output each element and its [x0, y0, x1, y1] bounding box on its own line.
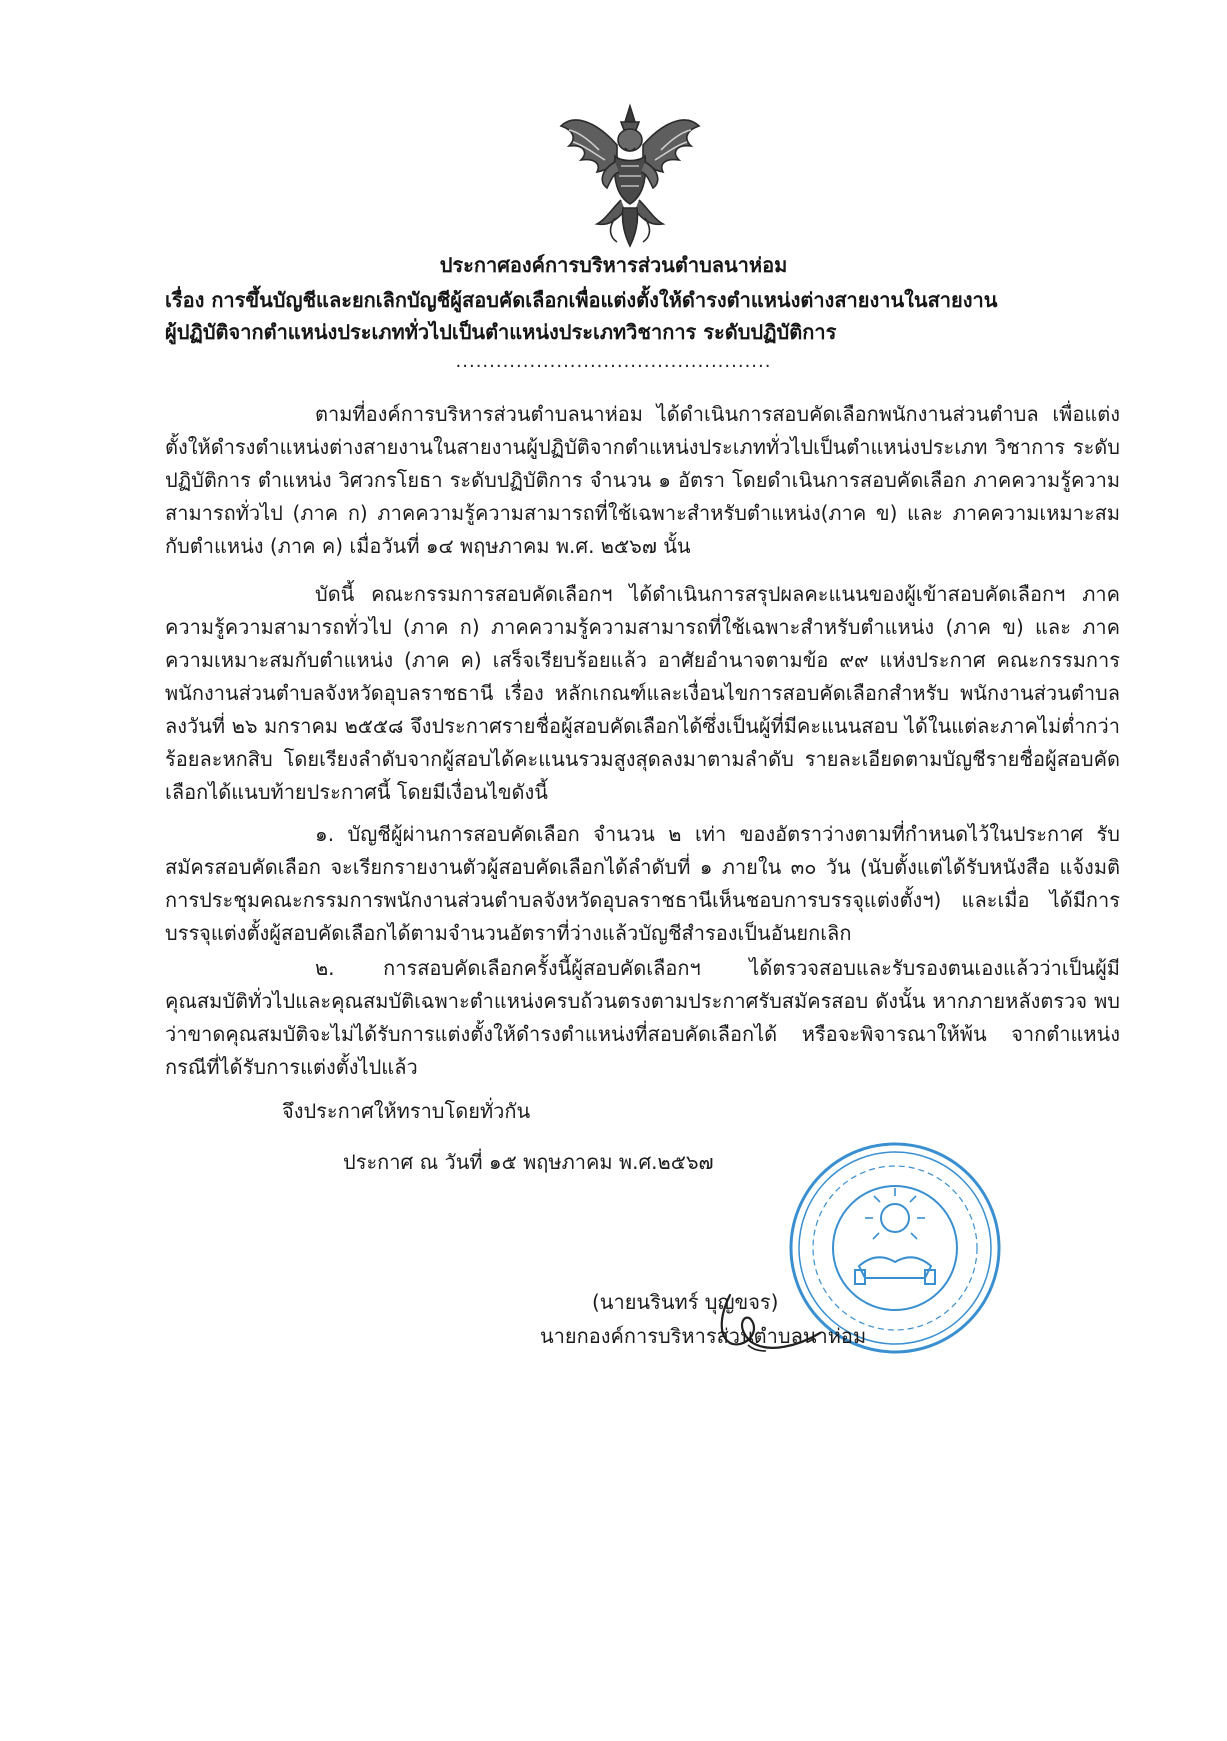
signer-title: นายกองค์การบริหารส่วนตำบลนาห่อม	[540, 1324, 867, 1348]
announcement-title: ประกาศองค์การบริหารส่วนตำบลนาห่อม	[439, 253, 788, 277]
subject-line-1: เรื่อง การขึ้นบัญชีและยกเลิกบัญชีผู้สอบคัดเลือกเพื่อแต่งตั้งให้ดำรงตำแหน่งต่างสายงานในสายงาน	[165, 288, 998, 312]
garuda-emblem-icon	[555, 100, 705, 250]
closing-announce: จึงประกาศให้ทราบโดยทั่วกัน	[282, 1099, 531, 1123]
condition-item-1: ๑. บัญชีผู้ผ่านการสอบคัดเลือก จำนวน ๒ เท่า ของอัตราว่างตามที่กำหนดไว้ในประกาศ รับสมัครสอบคัดเลือก จะเรียกรายงานตัวผู้สอบคัดเลือกได้ลำดับที่ ๑ ภายใน ๓๐ วัน (นับตั้งแต่ได้รับหนังสือ แจ้งมติการประชุมคณะกรรมการพนักงานส่วนตำบลจังหวัดอุบลราชธานีเห็นชอบการบรรจุแต่งตั้งฯ) และเมื่อ ได้มีการบรรจุแต่งตั้งผู้สอบคัดเลือกได้ตามจำนวนอัตราที่ว่างแล้วบัญชีสำรองเป็นอันยกเลิก	[165, 822, 1120, 945]
body-paragraph-1: ตามที่องค์การบริหารส่วนตำบลนาห่อม ได้ดำเนินการสอบคัดเลือกพนักงานส่วนตำบล เพื่อแต่งตั้งให้ดำรงตำแหน่งต่างสายงานในสายงานผู้ปฏิบัติจากตำแหน่งประเภททั่วไปเป็นตำแหน่งประเภท วิชาการ ระดับปฏิบัติการ ตำแหน่ง วิศวกรโยธา ระดับปฏิบัติการ จำนวน ๑ อัตรา โดยดำเนินการสอบคัดเลือก ภาคความรู้ความสามารถทั่วไป (ภาค ก) ภาคความรู้ความสามารถที่ใช้เฉพาะสำหรับตำแหน่ง(ภาค ข) และ ภาคความเหมาะสมกับตำแหน่ง (ภาค ค) เมื่อวันที่ ๑๔ พฤษภาคม พ.ศ. ๒๕๖๗ นั้น	[165, 402, 1120, 558]
announcement-date: ประกาศ ณ วันที่ ๑๕ พฤษภาคม พ.ศ.๒๕๖๗	[343, 1150, 714, 1174]
condition-item-2: ๒. การสอบคัดเลือกครั้งนี้ผู้สอบคัดเลือกฯ ได้ตรวจสอบและรับรองตนเองแล้วว่าเป็นผู้มี คุณสมบัติทั่วไปและคุณสมบัติเฉพาะตำแหน่งครบถ้วนตรงตามประกาศรับสมัครสอบ ดังนั้น หากภายหลังตรวจ พบว่าขาดคุณสมบัติจะไม่ได้รับการแต่งตั้งให้ดำรงตำแหน่งที่สอบคัดเลือกได้ หรือจะพิจารณาให้พ้น จากตำแหน่งกรณีที่ได้รับการแต่งตั้งไปแล้ว	[165, 956, 1120, 1079]
title-separator: ...............................................	[455, 351, 772, 372]
body-paragraph-2: บัดนี้ คณะกรรมการสอบคัดเลือกฯ ได้ดำเนินการสรุปผลคะแนนของผู้เข้าสอบคัดเลือกฯ ภาคความรู้ความสามารถทั่วไป (ภาค ก) ภาคความรู้ความสามารถที่ใช้เฉพาะสำหรับตำแหน่ง (ภาค ข) และ ภาคความเหมาะสมกับตำแหน่ง (ภาค ค) เสร็จเรียบร้อยแล้ว อาศัยอำนาจตามข้อ ๙๙ แห่งประกาศ คณะกรรมการพนักงานส่วนตำบลจังหวัดอุบลราชธานี เรื่อง หลักเกณฑ์และเงื่อนไขการสอบคัดเลือกสำหรับ พนักงานส่วนตำบล ลงวันที่ ๒๖ มกราคม ๒๕๕๘ จึงประกาศรายชื่อผู้สอบคัดเลือกได้ซึ่งเป็นผู้ที่มีคะแนนสอบ ได้ในแต่ละภาคไม่ต่ำกว่าร้อยละหกสิบ โดยเรียงลำดับจากผู้สอบได้คะแนนรวมสูงสุดลงมาตามลำดับ รายละเอียดตามบัญชีรายชื่อผู้สอบคัดเลือกได้แนบท้ายประกาศนี้ โดยมีเงื่อนไขดังนี้	[165, 582, 1120, 804]
subject-line-2: ผู้ปฏิบัติจากตำแหน่งประเภททั่วไปเป็นตำแหน่งประเภทวิชาการ ระดับปฏิบัติการ	[165, 320, 837, 344]
signer-name: (นายนรินทร์ บุญขจร)	[592, 1290, 779, 1314]
